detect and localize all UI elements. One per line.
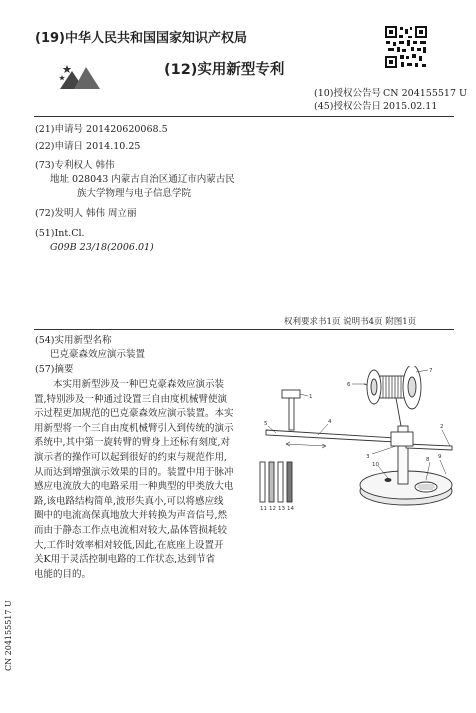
figure-label: 11 [260, 506, 267, 512]
abstract-label: (57)摘要 [35, 364, 74, 375]
figure-label: 14 [287, 506, 294, 512]
figure-label: 1 [309, 394, 313, 400]
figure-label: 9 [438, 454, 442, 460]
figure-label: 3 [366, 454, 370, 460]
abstract-line: 大,工作时效率相对较低,因此,在底座上设置开 [34, 539, 224, 551]
pages-note: 权利要求书1页 说明书4页 附图1页 [284, 317, 417, 327]
cnipa-logo-icon [58, 61, 102, 93]
pub-no-label: (10)授权公告号 [314, 88, 382, 99]
application-number: (21)申请号 201420620068.5 [35, 124, 168, 135]
qr-code-icon [384, 25, 428, 69]
abstract-line: 电能的目的。 [34, 568, 92, 580]
abstract-line: 路,该电路结构简单,波形失真小,可以将感应线 [34, 495, 224, 507]
figure-label: 6 [347, 382, 351, 388]
abstract-line: 感应电流放大的电路采用一种典型的甲类放大电 [34, 481, 234, 493]
abstract-text [34, 378, 248, 582]
figure-label: 2 [440, 424, 444, 430]
ipc-code: G09B 23/18(2006.01) [50, 242, 154, 253]
side-publication-text: CN 204155517 U [4, 600, 13, 671]
figure-label: 7 [429, 368, 433, 374]
int-cl-label: (51)Int.Cl. [35, 228, 85, 239]
inventors: (72)发明人 韩伟 周立丽 [35, 208, 137, 219]
pub-no: CN 204155517 U [383, 88, 468, 99]
office-name: (19)中华人民共和国国家知识产权局 [35, 31, 247, 46]
abstract-line: 用新型将一个三自由度机械臂引入到传统的演示 [34, 422, 234, 434]
abstract-line: 而由于静态工作点电流相对较大,晶体管损耗较 [34, 524, 228, 536]
side-publication-number [3, 602, 15, 672]
apparatus-drawing [256, 366, 456, 526]
abstract-line: 关K用于灵活控制电路的工作状态,达到节省 [34, 554, 216, 566]
pub-date-label: (45)授权公告日 [314, 101, 382, 112]
document-type: (12)实用新型专利 [164, 62, 285, 78]
utility-model-title: 巴克豪森效应演示装置 [50, 349, 146, 360]
figure-label: 8 [426, 457, 430, 463]
address-line-2: 族大学物理与电子信息学院 [77, 188, 192, 199]
section-rule [34, 329, 454, 330]
patentee: (73)专利权人 韩伟 [35, 160, 115, 171]
title-label: (54)实用新型名称 [35, 335, 112, 346]
abstract-line: 置,特别涉及一种通过设置三自由度机械臂使演 [34, 393, 228, 405]
abstract-line: 本实用新型涉及一种巴克豪森效应演示装 [53, 379, 225, 390]
abstract-line: 演示者的操作可以起到很好的约束与规范作用, [34, 451, 228, 463]
abstract-line: 示过程更加规范的巴克豪森效应演示装置。本实 [34, 408, 234, 420]
abstract-line: 从而达到增强演示效果的目的。装置中用于脉冲 [34, 466, 234, 478]
figure-label: 5 [264, 421, 268, 427]
address-line-1: 地址 028043 内蒙古自治区通辽市内蒙古民 [50, 174, 235, 185]
figure-label: 12 [269, 506, 276, 512]
figure-label: 4 [328, 419, 332, 425]
figure-label: 10 [372, 462, 379, 468]
pub-date: 2015.02.11 [383, 101, 438, 112]
abstract-line: 系统中,其中第一旋转臂的臂身上还标有刻度,对 [34, 437, 231, 449]
figure-label: 13 [278, 506, 285, 512]
application-date: (22)申请日 2014.10.25 [35, 141, 141, 152]
abstract-line: 圈中的电流高保真地放大并转换为声音信号,然 [34, 510, 228, 522]
header-rule [34, 116, 454, 117]
